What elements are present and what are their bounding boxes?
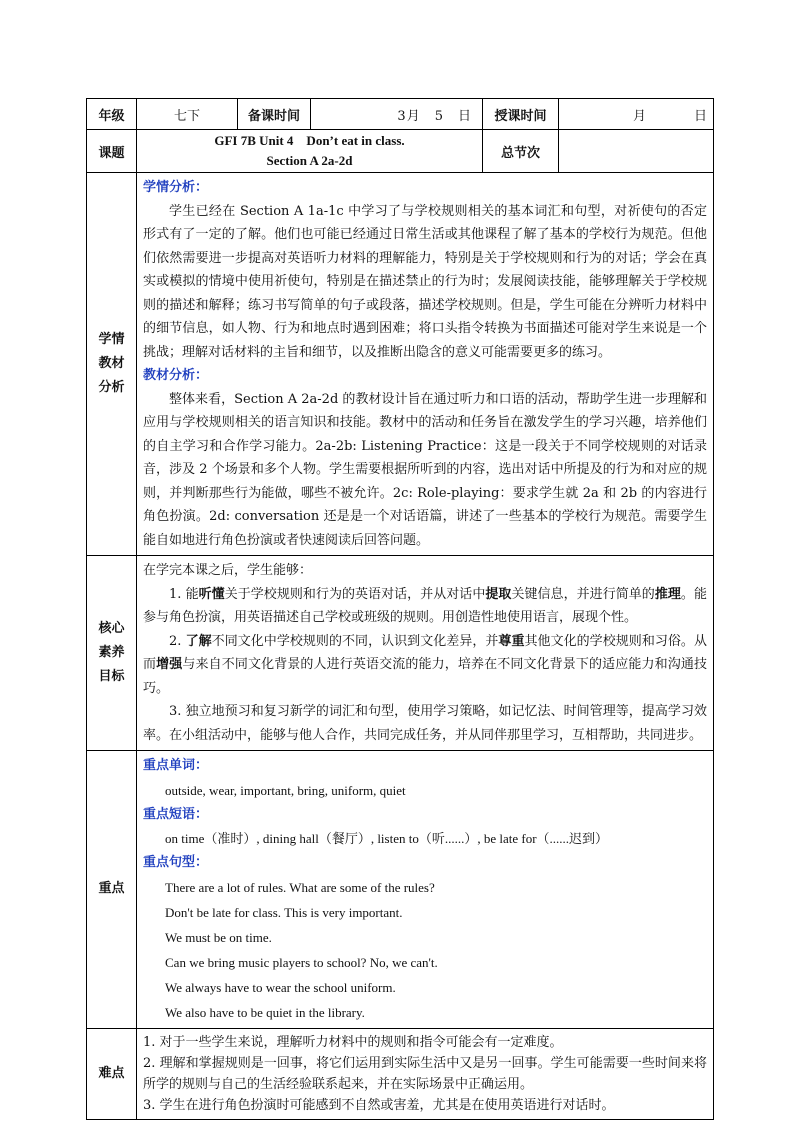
- key-points-row: [87, 751, 714, 1029]
- analysis-label: [87, 173, 137, 556]
- topic-label: 课题: [87, 130, 137, 173]
- analysis-label-2: 教材: [98, 356, 125, 371]
- header-row: [87, 99, 714, 130]
- key-phrases-title: 重点短语：: [143, 806, 209, 822]
- student-analysis-text: 学生已经在 Section A 1a-1c 中学习了与学校规则相关的基本词汇和句型，对祈使句的否定形式有了一定的了解。他们也可能已经通过日常生活或其他课程了解了基本的学校行为规范。但他们依然需要进一步提高对英语听力材料的理解能力，特别是关于学校规则和行为的对话；学会在真实或模拟的情境中使用祈使句，特别是在描述禁止的行为时；发展阅读技能，能够理解关于学校规则的描述和解释；练习书写简单的句子或段落，描述学校规则。但是，学生可能在分辨听力材料中的细节信息，如人物、行为和地点时遇到困难；将口头指令转换为书面描述可能对学生来说是一个挑战；理解对话材料的主旨和细节，以及推断出隐含的意义可能需要更多的练习。: [143, 203, 707, 360]
- difficulties-row: [87, 1028, 714, 1119]
- topic-title-line-2: Section A 2a-2d: [266, 153, 353, 168]
- lesson-plan-table: [86, 98, 714, 1120]
- grade-label: 年级: [87, 99, 137, 130]
- prep-month: 3月: [397, 108, 421, 124]
- teach-day: 日: [693, 108, 707, 124]
- material-analysis-text: 整体来看，Section A 2a-2d 的教材设计旨在通过听力和口语的活动，帮助学生进一步理解和应用与学校规则相关的语言知识和技能。教材中的活动和任务旨在激发学生的学习兴趣，培养他们的自主学习和合作学习能力。2a-2b: Listening Practice：这是一段关于不同学校规则的对话录音，涉及 2 个场景和多个人物。学生需要根据所听到的内容，选出对话中所提及的行为和对应的规则，并判断那些行为能做，哪些不被允许。2c: Role-playing：要求学生就 2a 和 2b 的内容进行角色扮演。2d: conversation 还是是一个对话语篇，讲述了一些基本的学校行为规范。需要学生能自如地进行角色扮演或者快速阅读后回答问题。: [143, 391, 707, 548]
- keyword: 增强: [156, 657, 183, 672]
- literacy-intro: 在学完本课之后，学生能够：: [143, 563, 313, 578]
- difficulty-item: 3. 学生在进行角色扮演时可能感到不自然或害羞，尤其是在使用英语进行对话时。: [143, 1097, 615, 1113]
- literacy-row: [87, 556, 714, 751]
- literacy-goal-2: 2. 了解不同文化中学校规则的不同，认识到文化差异，并尊重其他文化的学校规则和习俗。从而增强与来自不同文化背景的人进行英语交流的能力，培养在不同文化背景下的适应能力和沟通技巧。: [143, 633, 707, 696]
- total-sessions-value: [559, 130, 714, 173]
- keyword: 听懂: [198, 586, 225, 602]
- grade-value: 七下: [137, 99, 238, 130]
- key-words: outside, wear, important, bring, uniform, quiet: [165, 782, 406, 798]
- key-sentence: Don't be late for class. This is very important.: [165, 904, 403, 920]
- key-sentences-title: 重点句型：: [143, 855, 209, 870]
- literacy-label-3: 目标: [98, 669, 125, 684]
- material-analysis-title: 教材分析：: [143, 368, 209, 383]
- topic-title: [137, 130, 483, 173]
- difficulty-item: 1. 对于一些学生来说，理解听力材料中的规则和指令可能会有一定难度。: [143, 1034, 563, 1050]
- key-sentence: We always have to wear the school uniform.: [165, 979, 396, 995]
- analysis-content: [137, 173, 714, 556]
- student-analysis-title: 学情分析：: [143, 180, 209, 195]
- keyword: 了解: [185, 633, 212, 649]
- prep-time-label: 备课时间: [238, 99, 311, 130]
- key-points-content: [137, 751, 714, 1029]
- teach-month: 月: [632, 108, 646, 124]
- topic-title-line-1: GFI 7B Unit 4 Don’t eat in class.: [214, 133, 405, 148]
- literacy-label: [87, 556, 137, 751]
- prep-time-value: [311, 99, 483, 130]
- total-sessions-label: 总节次: [483, 130, 559, 173]
- keyword: 推理: [654, 586, 681, 602]
- literacy-goal-3: 3. 独立地预习和复习新学的词汇和句型，使用学习策略，如记忆法、时间管理等，提高学习效率。在小组活动中，能够与他人合作，共同完成任务，并从同伴那里学习，互相帮助，共同进步。: [143, 704, 707, 743]
- key-sentence: Can we bring music players to school? No, we can't.: [165, 954, 438, 970]
- keyword: 提取: [485, 586, 512, 602]
- topic-row: [87, 130, 714, 173]
- teach-time-value: [559, 99, 714, 130]
- key-points-label: 重点: [87, 751, 137, 1029]
- difficulties-label: 难点: [87, 1028, 137, 1119]
- analysis-row: [87, 173, 714, 556]
- key-sentence: We must be on time.: [165, 929, 272, 945]
- key-phrases: on time（准时）, dining hall（餐厅）, listen to（听......）, be late for（......迟到）: [165, 831, 609, 846]
- prep-day: 5: [434, 108, 444, 124]
- keyword: 尊重: [498, 633, 525, 649]
- literacy-goal-1: 1. 能听懂关于学校规则和行为的英语对话，并从对话中提取关键信息，并进行简单的推理。能参与角色扮演，用英语描述自己学校或班级的规则。用创造性地使用语言，展现个性。: [143, 586, 707, 625]
- difficulty-item: 2. 理解和掌握规则是一回事，将它们运用到实际生活中又是另一回事。学生可能需要一些时间来将所学的规则与自己的生活经验联系起来，并在实际场景中正确运用。: [143, 1055, 707, 1092]
- literacy-label-2: 素养: [98, 645, 125, 660]
- key-words-title: 重点单词：: [143, 758, 209, 773]
- difficulties-content: [137, 1028, 714, 1119]
- teach-time-label: 授课时间: [483, 99, 559, 130]
- prep-day-unit: 日: [457, 108, 472, 124]
- key-sentence: There are a lot of rules. What are some of the rules?: [165, 879, 435, 895]
- literacy-content: [137, 556, 714, 751]
- analysis-label-1: 学情: [98, 332, 125, 347]
- key-sentence: We also have to be quiet in the library.: [165, 1004, 365, 1020]
- literacy-label-1: 核心: [98, 621, 125, 636]
- analysis-label-3: 分析: [98, 380, 125, 395]
